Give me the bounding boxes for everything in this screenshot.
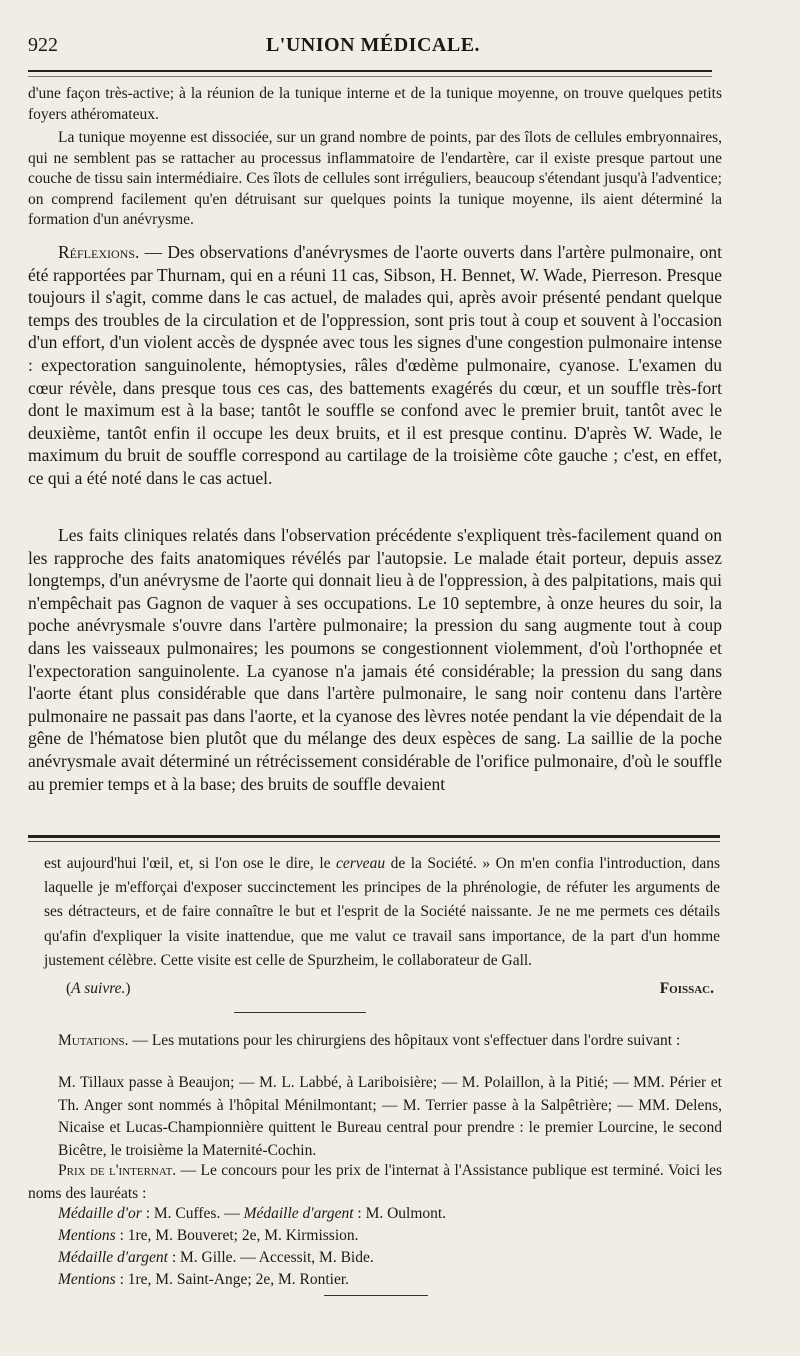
running-title: L'UNION MÉDICALE. [265, 34, 481, 56]
article-paragraph-4 [28, 524, 722, 795]
reflexions-label: Réflexions. [58, 242, 140, 262]
laureates-list [58, 1203, 718, 1291]
author-signature: Foissac. [659, 980, 714, 997]
laureate-award: Médaille d'argent [58, 1249, 168, 1266]
laureate-names: : M. Oulmont. [353, 1205, 447, 1222]
reflexions-paragraph [28, 241, 722, 490]
laureate-names: : M. Gille. — Accessit, M. Bide. [167, 1249, 374, 1266]
laureate-award: Médaille d'or [58, 1205, 142, 1222]
mutations-list-text: M. Tillaux passe à Beaujon; — M. L. Labbé, à Lariboisière; — M. Polaillon, à la Pitié; — MM. Périer et Th. Anger sont nommés à l'hôpital Ménilmontant; — M. Terrier passe à la Salpêtrière; — MM. Delens, Nicaise et Lucas-Championnière quittent le Bureau central pour prendre : le premier Lourcine, le second Bicêtre, le troisième la Maternité-Cochin. [58, 1074, 722, 1159]
page-header [28, 30, 718, 66]
laureate-names: : M. Cuffes. — [141, 1205, 244, 1222]
mutations-label: Mutations. [58, 1032, 129, 1049]
header-rule [28, 70, 712, 72]
separator-rule [234, 1012, 366, 1013]
feuilleton-rule-thin [28, 841, 720, 842]
page-number: 922 [28, 34, 58, 56]
laureate-line [58, 1225, 718, 1247]
article-text: La tunique moyenne est dissociée, sur un grand nombre de points, par des îlots de cellules embryonnaires, qui ne semblent pas se rattacher au processus inflammatoire de l'endartère, car il existe presque partout une couche de tissu sain intermédiaire. Ces îlots de cellules sont irréguliers, beaucoup s'étendant jusqu'à l'adventice; on comprend facilement qu'en détruisant sur quelques points la tunique moyenne, ils aient déterminé la formation d'un anévrysme. [28, 129, 722, 228]
laureate-line [58, 1203, 718, 1225]
laureate-award: Mentions [58, 1271, 116, 1288]
prix-intro: — Le concours pour les prix de l'internat à l'Assistance publique est terminé. Voici les noms des lauréats : [28, 1162, 722, 1202]
feuilleton-italic-word: cerveau [336, 855, 386, 872]
feuilleton-text-part: de la Société. » On m'en confia l'introduction, dans laquelle je m'efforçai d'exposer succinctement les principes de la phrénologie, de réfuter les arguments de ses détracteurs, et de faire connaître le but et l'esprit de la Société naissante. Je ne me permets ces détails qu'afin d'expliquer la visite inattendue, que me valut ce travail sans importance, de la part d'un homme justement célèbre. Cette visite est celle de Spurzheim, le collaborateur de Gall. [44, 855, 720, 969]
mutations-list [28, 1072, 722, 1162]
laureate-names: : 1re, M. Saint-Ange; 2e, M. Rontier. [115, 1271, 350, 1288]
laureate-line [58, 1247, 718, 1269]
laureate-names: : 1re, M. Bouveret; 2e, M. Kirmission. [115, 1227, 359, 1244]
article-text: — Des observations d'anévrysmes de l'aorte ouverts dans l'artère pulmonaire, ont été rapportées par Thurnam, qui en a réuni 11 cas, Sibson, H. Bennet, W. Wade, Pierreson. Presque toujours il s'agit, comme dans le cas actuel, de malades qui, après avoir présenté pendant quelque temps des troubles de la circulation et de l'oppression, sont pris tout à coup et souvent à l'occasion d'un effort, d'un violent accès de dyspnée avec tous les signes d'une congestion pulmonaire intense : expectoration sanguinolente, hémoptysies, râles d'œdème pulmonaire, cyanose. L'examen du cœur révèle, dans presque tous ces cas, des battements exagérés du cœur, et un souffle très-fort dont le maximum est à la base; tantôt le souffle se confond avec le premier bruit, tantôt avec le deuxième, tantôt enfin il occupe les deux bruits, et il est presque continu. D'après W. Wade, le maximum du bruit de souffle correspond au cartilage de la troisième côte gauche ; c'est, en effet, ce qui a été noté dans le cas actuel. [28, 242, 722, 488]
mutations-intro: — Les mutations pour les chirurgiens des hôpitaux vont s'effectuer dans l'ordre suivant : [128, 1032, 681, 1049]
laureate-award: Mentions [58, 1227, 116, 1244]
article-text: Les faits cliniques relatés dans l'observation précédente s'expliquent très-facilement quand on les rapproche des faits anatomiques révélés par l'autopsie. Le malade était porteur, depuis assez longtemps, d'un anévrysme de l'aorte qui donnait lieu à de l'oppression, à des palpitations, mais qui n'empêchait pas Gagnon de vaquer à ses occupations. Le 10 septembre, à onze heures du soir, la poche anévrysmale s'ouvre dans l'artère pulmonaire; la pression du sang augmente tout à coup dans les vaisseaux pulmonaires; les poumons se congestionnent violemment, d'où l'orthopnée et l'expectoration sanguinolente. La cyanose n'a jamais été considérable; la pression du sang dans l'aorte étant plus considérable que dans l'artère pulmonaire, le sang noir contenu dans l'artère pulmonaire ne passait pas dans l'aorte, et la cyanose des lèvres notée pendant la vie dépendait de la gêne de l'hématose bien plutôt que du mélange des deux espèces de sang. La saillie de la poche anévrysmale avait déterminé un rétrécissement considérable de l'orifice pulmonaire, d'où le souffle au premier temps et à la base; des bruits de souffle devaient [28, 525, 722, 794]
mutations-paragraph [28, 1030, 722, 1053]
to-be-continued [66, 978, 131, 1000]
laureate-line [58, 1269, 718, 1291]
article-text: d'une façon très-active; à la réunion de la tunique interne et de la tunique moyenne, on trouve quelques petits foyers athéromateux. [28, 85, 722, 123]
feuilleton-text [44, 852, 720, 973]
article-paragraph-2 [28, 128, 722, 231]
end-rule [324, 1295, 428, 1296]
article-paragraph-1 [28, 84, 722, 125]
prix-paragraph [28, 1160, 722, 1205]
header-rule-thin [28, 76, 712, 77]
paren-close: ) [125, 980, 131, 997]
paren-open: ( [66, 980, 72, 997]
prix-label: Prix de l'internat. [58, 1162, 177, 1179]
laureate-award: Médaille d'argent [243, 1205, 354, 1222]
to-be-continued-text: A suivre. [71, 980, 126, 997]
feuilleton-rule [28, 835, 720, 838]
feuilleton-text-part: est aujourd'hui l'œil, et, si l'on ose le dire, le [44, 855, 337, 872]
